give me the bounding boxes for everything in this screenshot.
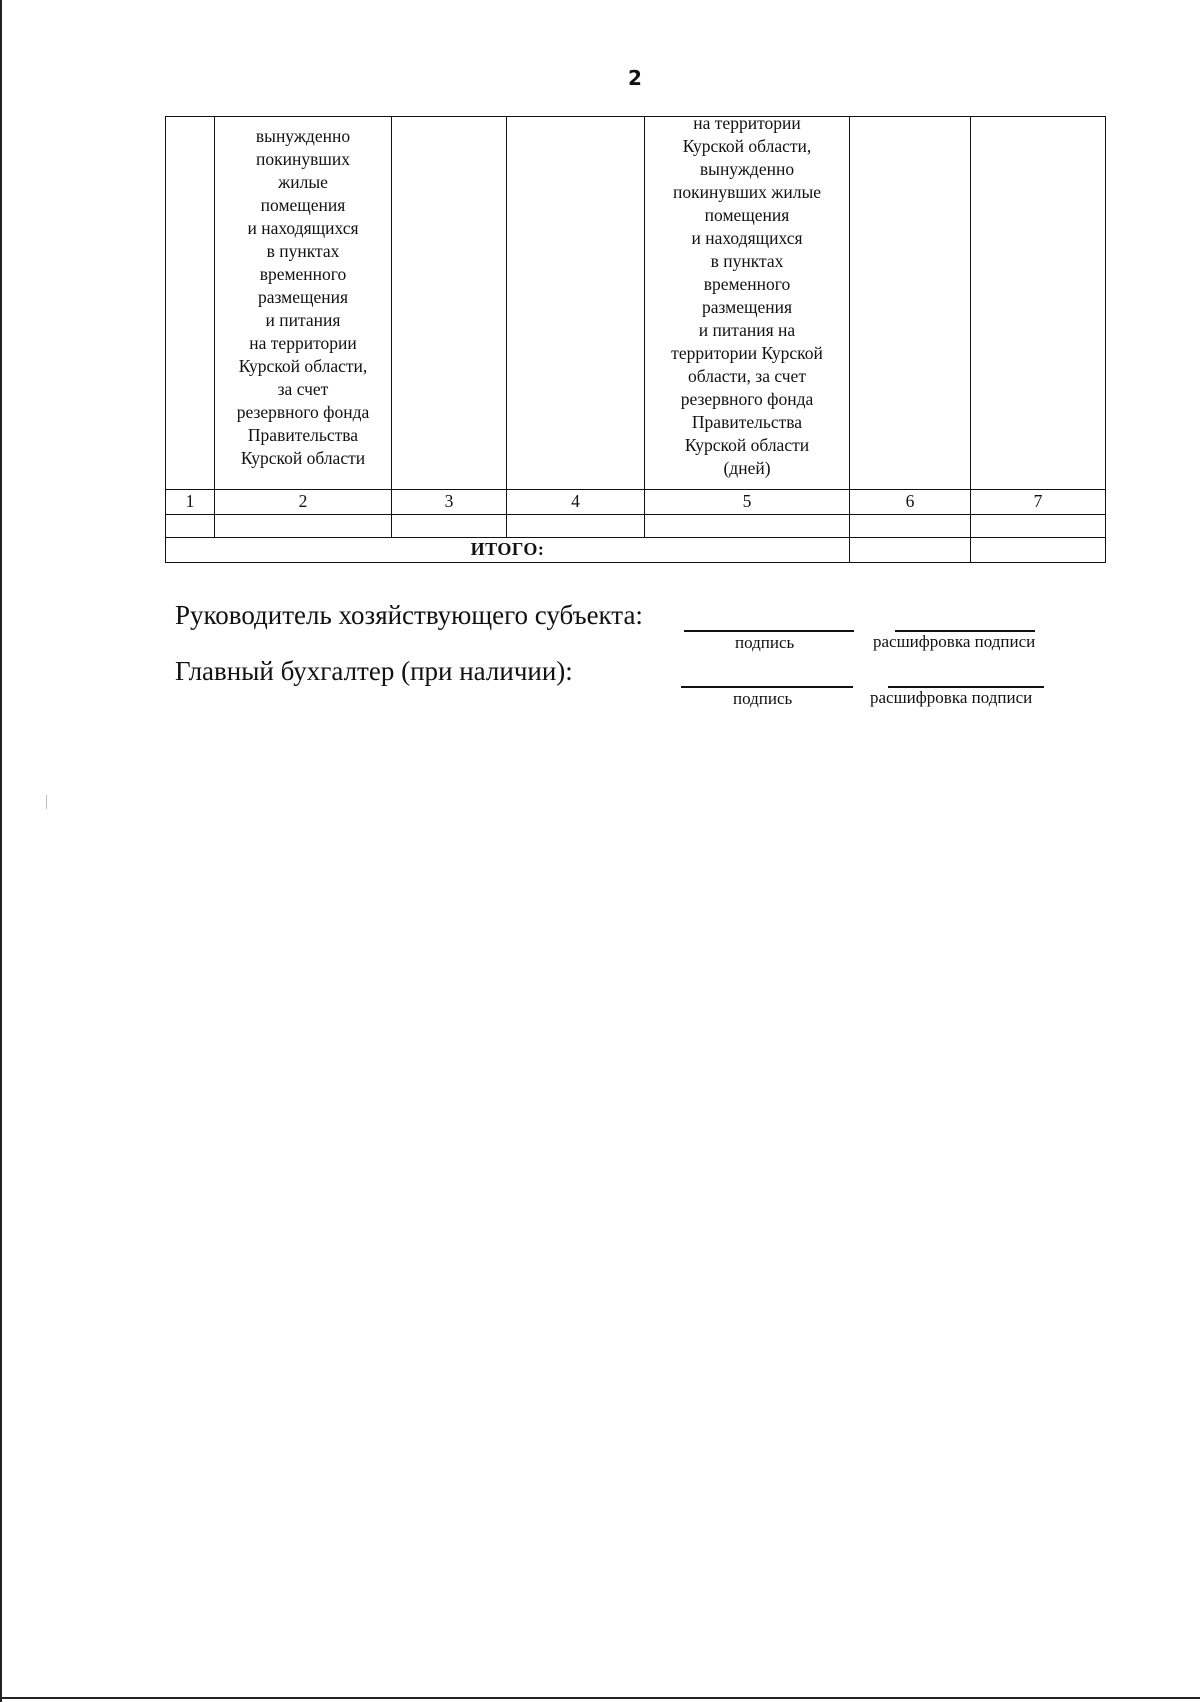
column-number-row xyxy=(166,490,1106,515)
accountant-sign-caption: подпись xyxy=(733,689,793,708)
report-table xyxy=(165,113,1106,563)
total-row xyxy=(166,538,1106,563)
header-cell-5 xyxy=(645,113,850,490)
empty-cell xyxy=(215,515,392,538)
column-number: 6 xyxy=(850,490,971,515)
scan-speck xyxy=(46,795,47,809)
column-number: 4 xyxy=(507,490,645,515)
column-number: 5 xyxy=(645,490,850,515)
header-cell-1 xyxy=(166,117,215,490)
total-label-cell xyxy=(166,538,850,563)
head-sign-caption: подпись xyxy=(735,633,795,652)
header-cell-7 xyxy=(971,117,1106,490)
column-number: 3 xyxy=(392,490,507,515)
empty-cell xyxy=(166,515,215,538)
header-cell-4 xyxy=(507,117,645,490)
total-value-cell xyxy=(850,538,971,563)
empty-cell xyxy=(392,515,507,538)
table-header-row xyxy=(166,117,1106,490)
accountant-signature-label: Главный бухгалтер (при наличии): xyxy=(175,656,573,686)
head-signature-label: Руководитель хозяйствующего субъекта: xyxy=(175,600,643,630)
scan-bottom-edge xyxy=(0,1697,1200,1699)
total-label: ИТОГО: xyxy=(470,539,545,559)
empty-cell xyxy=(645,515,850,538)
empty-cell xyxy=(850,515,971,538)
header-cell-6 xyxy=(850,117,971,490)
column-number: 2 xyxy=(215,490,392,515)
head-signature-line xyxy=(684,630,854,632)
empty-cell xyxy=(971,515,1106,538)
head-decode-caption: расшифровка подписи xyxy=(873,632,1036,651)
page-number: 2 xyxy=(628,66,642,90)
header-cell-2 xyxy=(215,117,392,490)
scan-left-edge xyxy=(0,0,2,1702)
column-number: 7 xyxy=(971,490,1106,515)
empty-data-row xyxy=(166,515,1106,538)
total-value-cell xyxy=(971,538,1106,563)
accountant-signature-line xyxy=(681,686,853,688)
header-col5-text: на территории Курской области, вынужденно покинувших жилые помещения и находящихся в пунктах временного размещения и питания на территории Курской области, за счет резервного фонда Правительства Курской области (дней) xyxy=(671,113,823,478)
column-number: 1 xyxy=(166,490,215,515)
header-cell-3 xyxy=(392,117,507,490)
header-col2-text: вынужденно покинувших жилые помещения и находящихся в пунктах временного размещения и питания на территории Курской области, за счет резервного фонда Правительства Курской области xyxy=(236,126,370,468)
empty-cell xyxy=(507,515,645,538)
accountant-decode-caption: расшифровка подписи xyxy=(870,688,1033,707)
